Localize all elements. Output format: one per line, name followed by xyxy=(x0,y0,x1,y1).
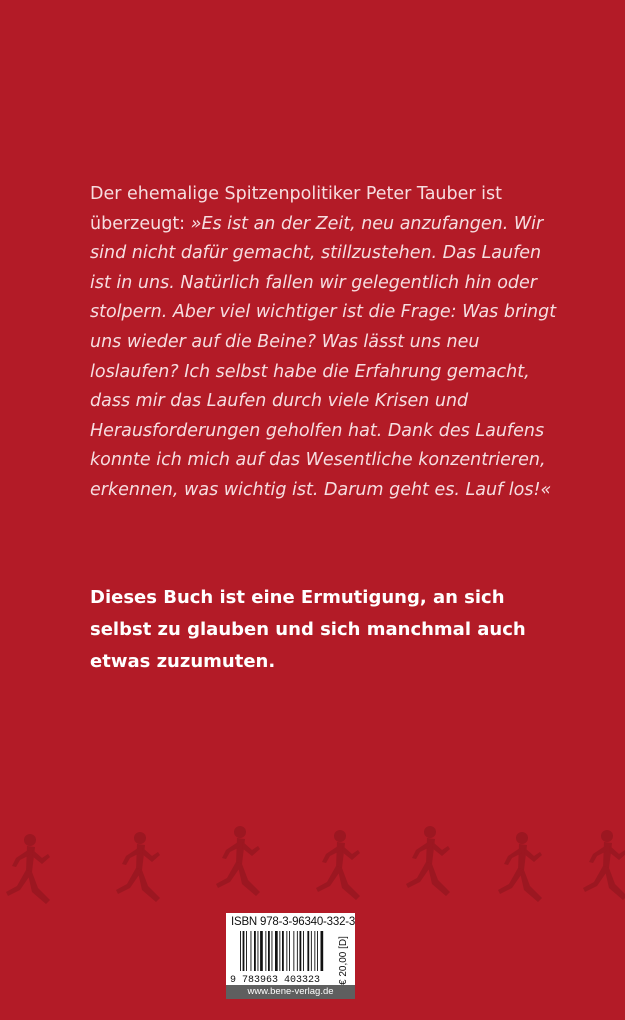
barcode-bar xyxy=(251,931,252,971)
barcode-bar xyxy=(300,931,302,971)
runner-silhouettes xyxy=(0,810,625,915)
price-label: € 20,00 [D] xyxy=(338,936,349,986)
barcode-bar xyxy=(293,931,294,971)
lead-paragraph: Dieses Buch ist eine Ermutigung, an sich selbst zu glauben und sich manchmal auch etwas zuzumuten. xyxy=(90,587,526,672)
barcode-bar xyxy=(260,931,263,971)
runner-icon xyxy=(406,826,450,896)
barcode-bar xyxy=(268,931,270,971)
lead-statement xyxy=(90,582,565,678)
runner-icon xyxy=(498,832,542,902)
barcode-bar xyxy=(297,931,298,971)
barcode-bar xyxy=(246,931,247,971)
barcode-bar xyxy=(272,931,273,971)
barcode-bar xyxy=(321,931,324,971)
barcode-bar xyxy=(240,931,241,971)
publisher-website: www.bene-verlag.de xyxy=(226,985,355,999)
barcode-bar xyxy=(303,931,304,971)
blurb-paragraph xyxy=(90,180,565,506)
barcode-bar xyxy=(279,931,280,971)
runner-icon xyxy=(316,830,360,900)
barcode-icon xyxy=(230,931,336,983)
barcode-bar xyxy=(314,931,315,971)
isbn-label: ISBN 978-3-96340-332-3 xyxy=(231,916,356,928)
blurb-quote: »Es ist an der Zeit, neu anzufangen. Wir sind nicht dafür gemacht, stillzustehen. Das Laufen ist in uns. Natürlich fallen wir gelegentlich hin oder stolpern. Aber viel wichtiger ist die Frage: Was bringt uns wieder auf die Beine? Was lässt uns neu loslaufen? Ich selbst habe die Erfahrung gemacht, dass mir das Laufen durch viele Krisen und Herausforderungen geholfen hat. Dank des Laufens konnte ich mich auf das Wesentliche konzentrieren, erkennen, was wichtig ist. Darum geht es. Lauf los!« xyxy=(90,213,557,500)
runner-icon xyxy=(216,826,260,896)
barcode-bar xyxy=(243,931,245,971)
barcode-bar xyxy=(254,931,256,971)
runner-icon xyxy=(6,834,50,904)
barcode-bar xyxy=(265,931,266,971)
barcode-bar xyxy=(275,931,278,971)
blurb-intro: Der ehemalige Spitzenpolitiker Peter Tauber ist überzeugt: xyxy=(90,184,503,234)
barcode-bar xyxy=(286,931,287,971)
barcode-digits: 9 783963 403323 xyxy=(230,975,321,983)
barcode-bar xyxy=(317,931,318,971)
barcode-bar xyxy=(282,931,284,971)
blurb-text xyxy=(90,180,565,506)
barcode-bar xyxy=(289,931,290,971)
runner-icon xyxy=(116,832,160,902)
runner-icon xyxy=(583,830,625,900)
barcode-bar xyxy=(258,931,259,971)
barcode-bar xyxy=(307,931,309,971)
barcode-bar xyxy=(311,931,312,971)
runner-icons xyxy=(6,826,625,904)
